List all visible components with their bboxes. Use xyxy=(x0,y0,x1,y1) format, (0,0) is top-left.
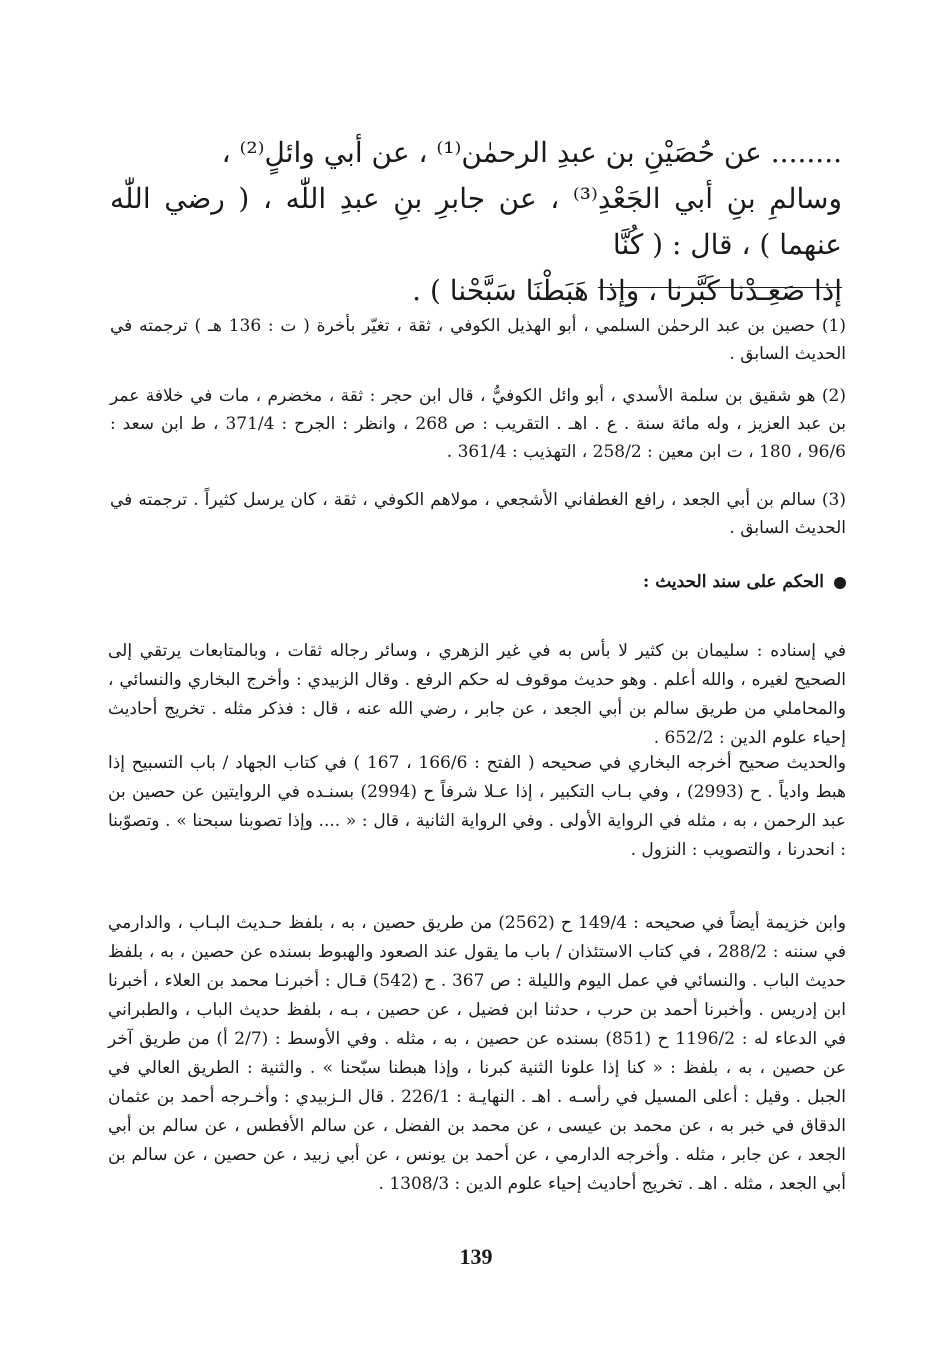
page-number: 139 xyxy=(459,1244,493,1269)
section-heading xyxy=(110,568,846,596)
footnote-number: (1) xyxy=(821,316,846,336)
paragraph-other-takhrij: وابن خزيمة أيضاً في صحيحه : 149/4 ح (2562) من طريق حصين ، به ، بلفظ حـديث البـاب ، والدارمي في سننه : 288/2 ، في كتاب الاستئذان / باب ما يقول عند الصعود والهبوط بسنده عن حصين ، به ، بلفظ حديث الباب . والنسائي في عمل اليوم والليلة : ص 367 . ح (542) قـال : أخبرنـا محمد بن العلاء ، أخبرنا ابن إدريس . وأخبرنا أحمد بن حرب ، حدثنا ابن فضيل ، عن حصين ، بـه ، بلفظ حديث الباب ، والطبراني في الدعاء له : 1196/2 ح (851) بسنده عن حصين ، به ، مثله . وفي الأوسط : (2/7 أ) من طريق آخر عن حصين ، به ، بلفظ : « كنا إذا علونا الثنية كبرنا ، وإذا هبطنا سبّحنا » . والثنية : الطريق العالي في الجبل . وقيل : أعلى المسيل في رأسـه . اهـ . النهايـة : 226/1 . قال الـزبيدي : وأخـرجه أحمد بن عثمان الدقاق في خبر به ، عن محمد بن عيسى ، عن محمد بن الفضل ، عن سالم الأفطس ، عن سالم بن أبي الجعد ، عن جابر ، مثله . وأخرجه الدارمي ، عن أحمد بن يونس ، عن أبي زبيد ، عن حصين ، عن سالم بن أبي الجعد ، مثله . اهـ . تخريج أحاديث إحياء علوم الدين : 1308/3 . xyxy=(108,913,847,1194)
section-heading-text: الحكم على سند الحديث : xyxy=(643,572,824,592)
main-text-line-2: وسالمِ بنِ أبي الجَعْدِ⁽³⁾ ، عن جابرِ بنِ عبدِ اللّٰه ، ( رضي اللّٰه عنهما ) ، قال : ( كُنَّا xyxy=(110,182,842,261)
main-text-line-1: ........ عن حُصَيْنِ بن عبدِ الرحمٰن⁽¹⁾ ، عن أبي وائلٍ⁽²⁾ ، xyxy=(221,136,842,169)
footnote-text: حصين بن عبد الرحمٰن السلمي ، أبو الهذيل الكوفي ، ثقة ، تغيّر بأخرة ( ت : 136 هـ ) ترجمته في الحديث السابق . xyxy=(110,316,846,364)
bullet-icon xyxy=(834,577,846,589)
footnote-2 xyxy=(110,382,846,466)
paragraph-isnad-ruling: في إسناده : سليمان بن كثير لا بأس به في غير الزهري ، وسائر رجاله ثقات ، وبالمتابعات يرتقي إلى الصحيح لغيره ، والله أعلم . وهو حديث موقوف له حكم الرفع . وقال الزبيدي : وأخرج البخاري والنسائي ، والمحاملي من طريق سالم بن أبي الجعد ، عن جابر ، رضي الله عنه ، قال : فذكر مثله . تخريج أحاديث إحياء علوم الدين : 652/2 . xyxy=(108,641,846,748)
main-text-line-3: إذا صَعِـدْنا كَبَّرنا ، وإذا هَبَطْنَا سَبَّحْنا ) . xyxy=(412,274,842,307)
footnote-number: (3) xyxy=(821,490,846,510)
footnote-1 xyxy=(110,312,846,368)
paragraph-bukhari-takhrij: والحديث صحيح أخرجه البخاري في صحيحه ( الفتح : 166/6 ، 167 ) في كتاب الجهاد / باب التسبيح إذا هبط وادياً . ح (2993) ، وفي بـاب التكبير ، إذا عـلا شرفاً ح (2994) بسنـده في الروايتين عن حصين بن عبد الرحمن ، به ، مثله في الرواية الأولى . وفي الرواية الثانية ، قال : « .... وإذا تصوبنا سبحنا » . وتصوّبنا : انحدرنا ، والتصويب : النزول . xyxy=(108,753,847,860)
footnote-3 xyxy=(110,486,846,542)
footnote-number: (2) xyxy=(821,386,846,406)
footnote-text: سالم بن أبي الجعد ، رافع الغطفاني الأشجعي ، مولاهم الكوفي ، ثقة ، كان يرسل كثيراً . ترجمته في الحديث السابق . xyxy=(110,490,846,538)
footnote-separator-rule xyxy=(598,287,842,288)
footnote-text: هو شقيق بن سلمة الأسدي ، أبو وائل الكوفيُّ ، قال ابن حجر : ثقة ، مخضرم ، مات في خلافة عمر بن عبد العزيز ، وله مائة سنة . ع . اهـ . التقريب : ص 268 ، وانظر : الجرح : 371/4 ، ط ابن سعد : 96/6 ، 180 ، ت ابن معين : 258/2 ، التهذيب : 361/4 . xyxy=(110,386,846,462)
